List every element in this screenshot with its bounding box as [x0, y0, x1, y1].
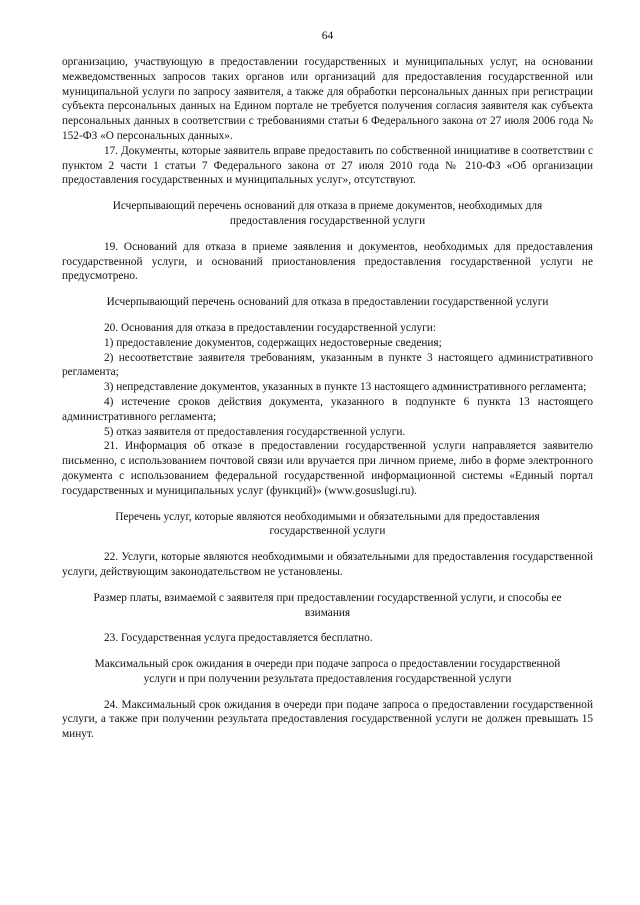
- paragraph-24: 24. Максимальный срок ожидания в очереди при подаче запроса о предоставлении государственной услуги, а также при получении результата предоставления государственной услуги не должен превышать 15 минут.: [62, 698, 593, 741]
- list-item-20-1: 1) предоставление документов, содержащих недостоверные сведения;: [104, 336, 442, 349]
- paragraph-21: 21. Информация об отказе в предоставлении государственной услуги направляется заявителю письменно, с использованием почтовой связи или вручается при личном приеме, либо в форме электронного документа с использованием федеральной государственной информационной системы «Единый портал государственных и муниципальных услуг (функций)» (www.gosuslugi.ru).: [62, 440, 593, 497]
- section-heading-refusal-acceptance: Исчерпывающий перечень оснований для отказа в приеме документов, необходимых для предоставления государственной услуги: [112, 200, 543, 227]
- paragraph-17: 17. Документы, которые заявитель вправе предоставить по собственной инициативе в соответствии с пунктом 2 части 1 статьи 7 Федерального закона от 27 июля 2010 года № 210-ФЗ «Об организации предоставления государственных и муниципальных услуг», отсутствуют.: [62, 144, 593, 187]
- paragraph-22: 22. Услуги, которые являются необходимыми и обязательными для предоставления государственной услуги, действующим законодательством не установлены.: [62, 551, 593, 578]
- page-number: 64: [321, 30, 334, 42]
- paragraph-20: 20. Основания для отказа в предоставлении государственной услуги:: [104, 321, 436, 334]
- list-item-20-5: 5) отказ заявителя от предоставления государственной услуги.: [104, 425, 406, 438]
- list-item-20-3: 3) непредставление документов, указанных в пункте 13 настоящего административного регламента;: [104, 381, 587, 394]
- paragraph-23: 23. Государственная услуга предоставляется бесплатно.: [104, 632, 373, 645]
- paragraph-19: 19. Оснований для отказа в приеме заявления и документов, необходимых для предоставления государственной услуги, и оснований приостановления предоставления государственной услуги не предусмотрено.: [62, 240, 593, 283]
- section-heading-refusal-provision: Исчерпывающий перечень оснований для отказа в предоставлении государственной услуги: [106, 296, 549, 309]
- section-heading-fee: Размер платы, взимаемой с заявителя при предоставлении государственной услуги, и способы ее взимания: [93, 591, 562, 619]
- list-item-20-2: 2) несоответствие заявителя требованиям, указанным в пункте 3 настоящего административного регламента;: [62, 351, 593, 379]
- section-heading-required-services: Перечень услуг, которые являются необходимыми и обязательными для предоставления государственной услуги: [115, 510, 540, 538]
- paragraph-continuation: организацию, участвующую в предоставлении государственных и муниципальных услуг, на основании межведомственных запросов таких органов или организаций для предоставления государственной или муниципальной услуги по запросу заявителя, а также для обработки персональных данных при регистрации субъекта персональных данных на Едином портале не требуется получения согласия заявителя как субъекта персональных данных в соответствии с требованиями статьи 6 Федерального закона от 27 июля 2006 года № 152-ФЗ «О персональных данных».: [62, 56, 593, 142]
- section-heading-queue-time: Максимальный срок ожидания в очереди при подаче запроса о предоставлении государственной услуги и при получении результата предоставления государственной услуги: [94, 658, 561, 685]
- list-item-20-4: 4) истечение сроков действия документа, указанного в подпункте 6 пункта 13 настоящего административного регламента;: [62, 395, 593, 423]
